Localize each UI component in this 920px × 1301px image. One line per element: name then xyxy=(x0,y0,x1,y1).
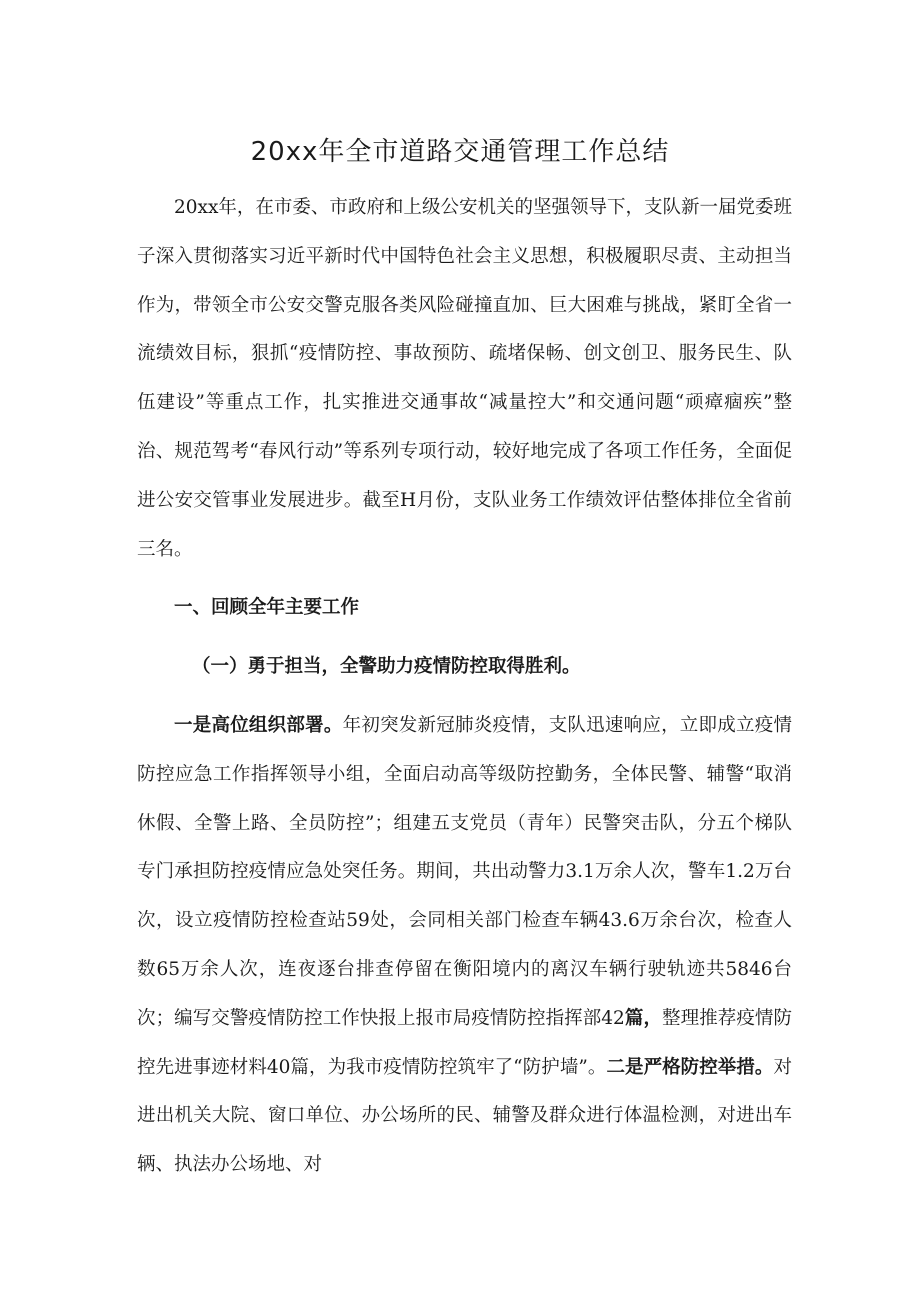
intro-paragraph: 20xx年，在市委、市政府和上级公安机关的坚强领导下，支队新一届党委班子深入贯彻落实习近平新时代中国特色社会主义思想，积极履职尽责、主动担当作为，带领全市公安交警克服各类风险碰撞直加、巨大困难与挑战，紧盯全省一流绩效目标，狠抓“疫情防控、事故预防、疏堵保畅、创文创卫、服务民生、队伍建设”等重点工作，扎实推进交通事故“减量控大”和交通问题“顽瘴痼疾”整治、规范驾考“春风行动”等系列专项行动，较好地完成了各项工作任务，全面促进公安交管事业发展进步。截至H月份，支队业务工作绩效评估整体排位全省前三名。 xyxy=(137,197,792,560)
paragraph-lead-2: 二是严格防控举措。 xyxy=(606,1056,774,1078)
document-title: 20xx年全市道路交通管理工作总结 xyxy=(250,137,670,167)
document-body xyxy=(137,184,792,1190)
paragraph-lead-1: 一是高位组织部署。 xyxy=(174,714,343,736)
section-heading: 一、回顾全年主要工作 xyxy=(174,597,360,619)
paragraph-text-3: 对进出机关大院、窗口单位、办公场所的民、辅警及群众进行体温检测，对进出车辆、执法办公场地、对 xyxy=(137,1056,792,1176)
paragraph-text-2: 整理推荐疫情防控先进事迹材料40篇，为我市疫情防控筑牢了“防护墙”。 xyxy=(137,1007,792,1078)
body-paragraph xyxy=(137,702,792,1190)
paragraph-bold-mid: 篇， xyxy=(624,1007,663,1029)
paragraph-text-1: 年初突发新冠肺炎疫情，支队迅速响应，立即成立疫情防控应急工作指挥领导小组，全面启动高等级防控勤务，全体民警、辅警“取消休假、全警上路、全员防控”；组建五支党员（青年）民警突击队，分五个梯队专门承担防控疫情应急处突任务。期间，共出动警力3.1万余人次，警车1.2万台次，设立疫情防控检查站59处，会同相关部门检查车辆43.6万余台次，检查人数65万余人次，连夜逐台排查停留在衡阳境内的离汉车辆行驶轨迹共5846台次；编写交警疫情防控工作快报上报市局疫情防控指挥部42 xyxy=(137,714,792,1029)
subsection-heading: （一）勇于担当，全警助力疫情防控取得胜利。 xyxy=(192,656,581,678)
